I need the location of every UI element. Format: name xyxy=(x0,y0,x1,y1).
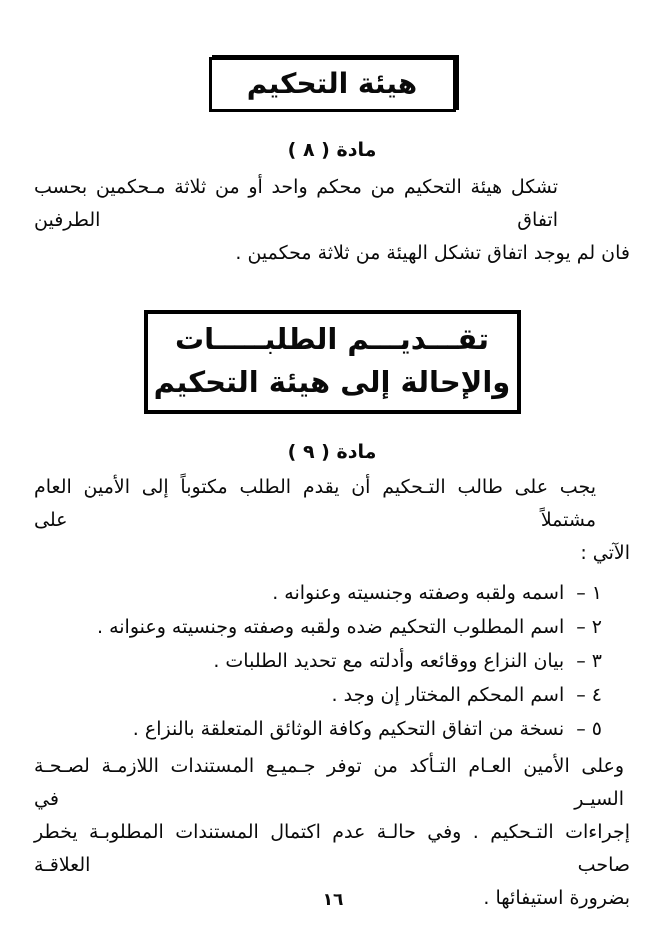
closing-line-3: بضرورة استيفائها . xyxy=(483,887,630,909)
article-9-intro-paragraph xyxy=(34,471,630,570)
box2-title-line-1: تقـــديـــم الطلبـــــات xyxy=(174,322,490,356)
article-8-paragraph xyxy=(34,171,630,270)
list-item-number: ٣ – xyxy=(576,650,602,672)
closing-line-1: وعلى الأمين العـام التـأكد من توفر جـميـع المستندات اللازمـة لصـحـة السيـر في xyxy=(34,755,624,810)
list-item xyxy=(34,712,602,746)
list-item xyxy=(34,678,602,712)
list-item-text: اسم المطلوب التحكيم ضده ولقبه وصفته وجنسيته وعنوانه . xyxy=(96,616,565,638)
article-8-line-1: تشكل هيئة التحكيم من محكم واحد أو من ثلاثة مـحكمين بحسب اتفاق الطرفين xyxy=(34,176,558,231)
list-item-number: ١ – xyxy=(576,582,602,604)
list-item-number: ٤ – xyxy=(576,684,602,706)
list-item-text: نسخة من اتفاق التحكيم وكافة الوثائق المتعلقة بالنزاع . xyxy=(132,718,565,740)
article-8-heading: مادة ( ٨ ) xyxy=(287,139,377,161)
list-item-number: ٥ – xyxy=(576,718,602,740)
title-box-arbitration-panel xyxy=(209,57,456,112)
list-item-number: ٢ – xyxy=(576,616,602,638)
box2-title-line-2: والإحالة إلى هيئة التحكيم xyxy=(153,365,511,399)
list-item xyxy=(34,576,602,610)
box1-title: هيئة التحكيم xyxy=(246,67,418,100)
closing-line-2: إجراءات التـحكيم . وفي حالـة عدم اكتمال المستندات المطلوبـة يخطر صاحب العلاقـة xyxy=(34,821,630,876)
page-number: ١٦ xyxy=(322,890,344,910)
list-item-text: اسم المحكم المختار إن وجد . xyxy=(331,684,565,706)
article-8-line-2: فان لم يوجد اتفاق تشكل الهيئة من ثلاثة محكمين . xyxy=(235,242,630,264)
title-box-submission-of-requests xyxy=(144,310,521,414)
list-item xyxy=(34,610,602,644)
list-item-text: اسمه ولقبه وصفته وجنسيته وعنوانه . xyxy=(272,582,565,604)
article-9-requirements-list xyxy=(34,576,630,746)
list-item xyxy=(34,644,602,678)
article-9-intro-line-2: الآتي : xyxy=(580,542,630,564)
list-item-text: بيان النزاع ووقائعه وأدلته مع تحديد الطلبات . xyxy=(213,650,565,672)
article-9-heading: مادة ( ٩ ) xyxy=(287,441,377,463)
article-9-intro-line-1: يجب على طالب التـحكيم أن يقدم الطلب مكتوباً إلى الأمين العام مشتملاً على xyxy=(34,476,596,531)
